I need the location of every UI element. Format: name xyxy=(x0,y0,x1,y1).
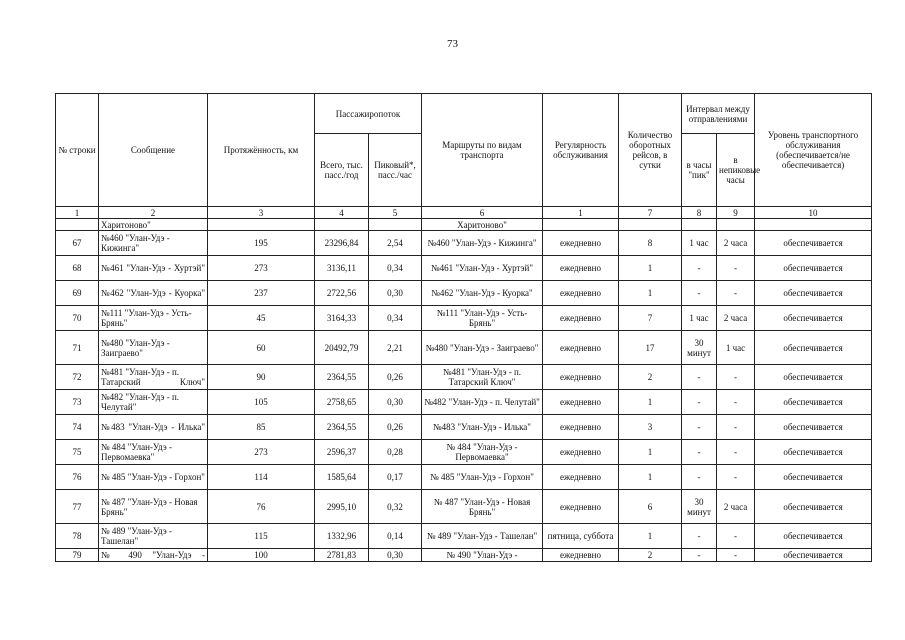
row-number: 69 xyxy=(56,281,99,306)
row-regularity: ежедневно xyxy=(543,390,619,415)
header-total: Всего, тыс. пасс./год xyxy=(315,134,369,207)
column-number: 10 xyxy=(755,207,872,219)
header-row-no: № строки xyxy=(56,94,99,207)
header-service-level: Уровень транспортного обслуживания (обеспечивается/не обеспечивается) xyxy=(755,94,872,207)
header-interval: Интервал между отправлениями xyxy=(682,94,755,134)
row-total: 2722,56 xyxy=(315,281,369,306)
column-number-row xyxy=(56,207,872,219)
row-route: № 484 "Улан-Удэ - Первомаевка" xyxy=(422,440,543,465)
table-row xyxy=(56,490,872,524)
row-service-level: обеспечивается xyxy=(755,490,872,524)
table-row xyxy=(56,390,872,415)
row-route: №460 "Улан-Удэ - Кижинга" xyxy=(422,231,543,256)
table-row xyxy=(56,281,872,306)
row-peak: 0,34 xyxy=(369,256,422,281)
row-trips: 1 xyxy=(619,281,682,306)
row-total: 2758,65 xyxy=(315,390,369,415)
row-message: №461 "Улан-Удэ - Хуртэй" xyxy=(99,256,208,281)
row-total: 3136,11 xyxy=(315,256,369,281)
row-interval-offpeak: - xyxy=(717,524,755,549)
row-total: 20492,79 xyxy=(315,331,369,365)
row-route: № 485 "Улан-Удэ - Горхон" xyxy=(422,465,543,490)
header-peak-hours: в часы "пик" xyxy=(682,134,717,207)
table-row xyxy=(56,306,872,331)
row-number: 79 xyxy=(56,549,99,562)
row-interval-offpeak: - xyxy=(717,365,755,390)
header-trips: Количество оборотных рейсов, в сутки xyxy=(619,94,682,207)
row-length: 114 xyxy=(208,465,315,490)
row-interval-offpeak: 2 часа xyxy=(717,231,755,256)
row-message: № 489 "Улан-Удэ - Ташелан" xyxy=(99,524,208,549)
row-trips: 7 xyxy=(619,306,682,331)
row-peak: 0,30 xyxy=(369,390,422,415)
row-interval-offpeak: 2 часа xyxy=(717,490,755,524)
column-number: 1 xyxy=(56,207,99,219)
row-route: № 490 "Улан-Удэ - xyxy=(422,549,543,562)
row-length: 195 xyxy=(208,231,315,256)
row-trips: 6 xyxy=(619,490,682,524)
header-message: Сообщение xyxy=(99,94,208,207)
row-regularity: ежедневно xyxy=(543,281,619,306)
row-interval-offpeak: - xyxy=(717,465,755,490)
row-interval-offpeak: - xyxy=(717,256,755,281)
row-interval-offpeak: - xyxy=(717,390,755,415)
row-total: 23296,84 xyxy=(315,231,369,256)
row-regularity: ежедневно xyxy=(543,465,619,490)
table-row xyxy=(56,331,872,365)
row-interval-peak: - xyxy=(682,281,717,306)
row-peak: 0,17 xyxy=(369,465,422,490)
row-route: №111 "Улан-Удэ - Усть-Брянь" xyxy=(422,306,543,331)
row-peak: 2,54 xyxy=(369,231,422,256)
table-row xyxy=(56,524,872,549)
row-length: 273 xyxy=(208,256,315,281)
row-peak: 0,32 xyxy=(369,490,422,524)
row-regularity: ежедневно xyxy=(543,256,619,281)
routes-table xyxy=(55,93,872,562)
column-number: 2 xyxy=(99,207,208,219)
row-route: №481 "Улан-Удэ - п. Татарский Ключ" xyxy=(422,365,543,390)
row-route: №480 "Улан-Удэ - Заиграево" xyxy=(422,331,543,365)
row-interval-offpeak: 1 час xyxy=(717,331,755,365)
column-number: 3 xyxy=(208,207,315,219)
row-message: №460 "Улан-Удэ - Кижинга" xyxy=(99,231,208,256)
column-number: 1 xyxy=(543,207,619,219)
row-interval-peak: - xyxy=(682,524,717,549)
row-regularity: ежедневно xyxy=(543,331,619,365)
row-route: №482 "Улан-Удэ - п. Челутай" xyxy=(422,390,543,415)
row-message: №462 "Улан-Удэ - Куорка" xyxy=(99,281,208,306)
table-row xyxy=(56,415,872,440)
row-peak: 0,30 xyxy=(369,549,422,562)
row-trips: 1 xyxy=(619,390,682,415)
page-number: 73 xyxy=(447,38,458,50)
header-peak: Пиковый*, пасс./час xyxy=(369,134,422,207)
row-service-level: обеспечивается xyxy=(755,306,872,331)
row-route: № 489 "Улан-Удэ - Ташелан" xyxy=(422,524,543,549)
table-row xyxy=(56,465,872,490)
row-length: 76 xyxy=(208,490,315,524)
row-trips: 1 xyxy=(619,465,682,490)
table-row xyxy=(56,440,872,465)
row-length: 45 xyxy=(208,306,315,331)
row-interval-peak: 1 час xyxy=(682,231,717,256)
row-service-level: обеспечивается xyxy=(755,440,872,465)
row-peak: 0,28 xyxy=(369,440,422,465)
row-message: №111 "Улан-Удэ - Усть-Брянь" xyxy=(99,306,208,331)
table-row xyxy=(56,256,872,281)
row-message: №481 "Улан-Удэ - п. Татарский Ключ" xyxy=(99,365,208,390)
row-total: 2364,55 xyxy=(315,415,369,440)
row-trips: 17 xyxy=(619,331,682,365)
row-peak: 0,14 xyxy=(369,524,422,549)
table-row xyxy=(56,231,872,256)
row-trips: 8 xyxy=(619,231,682,256)
row-peak: 0,30 xyxy=(369,281,422,306)
row-trips: 1 xyxy=(619,256,682,281)
row-trips: 2 xyxy=(619,365,682,390)
column-number: 9 xyxy=(717,207,755,219)
row-interval-peak: - xyxy=(682,549,717,562)
row-number: 73 xyxy=(56,390,99,415)
column-number: 8 xyxy=(682,207,717,219)
row-message: № 484 "Улан-Удэ - Первомаевка" xyxy=(99,440,208,465)
row-route: №483 "Улан-Удэ - Илька" xyxy=(422,415,543,440)
table-row xyxy=(56,365,872,390)
row-interval-peak: 30 минут xyxy=(682,490,717,524)
row-regularity: ежедневно xyxy=(543,306,619,331)
table-row xyxy=(56,549,872,562)
row-number: 70 xyxy=(56,306,99,331)
row-interval-peak: 1 час xyxy=(682,306,717,331)
row-length: 60 xyxy=(208,331,315,365)
row-interval-peak: - xyxy=(682,440,717,465)
continuation-message: Харитоново" xyxy=(99,219,208,231)
row-total: 1332,96 xyxy=(315,524,369,549)
row-service-level: обеспечивается xyxy=(755,415,872,440)
column-number: 4 xyxy=(315,207,369,219)
row-service-level: обеспечивается xyxy=(755,281,872,306)
row-service-level: обеспечивается xyxy=(755,231,872,256)
row-service-level: обеспечивается xyxy=(755,256,872,281)
continuation-route: Харитоново" xyxy=(422,219,543,231)
row-length: 105 xyxy=(208,390,315,415)
row-interval-peak: - xyxy=(682,390,717,415)
row-service-level: обеспечивается xyxy=(755,465,872,490)
row-message: №480 "Улан-Удэ - Заиграево" xyxy=(99,331,208,365)
header-regularity: Регулярность обслуживания xyxy=(543,94,619,207)
row-regularity: ежедневно xyxy=(543,440,619,465)
row-length: 237 xyxy=(208,281,315,306)
row-regularity: ежедневно xyxy=(543,490,619,524)
header-offpeak-hours: в непиковые часы xyxy=(717,134,755,207)
row-regularity: пятница, суббота xyxy=(543,524,619,549)
row-peak: 0,34 xyxy=(369,306,422,331)
row-trips: 3 xyxy=(619,415,682,440)
row-service-level: обеспечивается xyxy=(755,331,872,365)
row-number: 72 xyxy=(56,365,99,390)
row-number: 67 xyxy=(56,231,99,256)
row-interval-offpeak: - xyxy=(717,281,755,306)
row-number: 76 xyxy=(56,465,99,490)
header-length: Протяжённость, км xyxy=(208,94,315,207)
column-number: 5 xyxy=(369,207,422,219)
row-length: 273 xyxy=(208,440,315,465)
row-interval-peak: - xyxy=(682,256,717,281)
row-regularity: ежедневно xyxy=(543,415,619,440)
row-total: 2364,55 xyxy=(315,365,369,390)
column-number: 6 xyxy=(422,207,543,219)
header-routes: Маршруты по видам транспорта xyxy=(422,94,543,207)
row-length: 100 xyxy=(208,549,315,562)
row-total: 1585,64 xyxy=(315,465,369,490)
continuation-row xyxy=(56,219,872,231)
row-length: 115 xyxy=(208,524,315,549)
row-number: 78 xyxy=(56,524,99,549)
row-service-level: обеспечивается xyxy=(755,549,872,562)
row-route: №462 "Улан-Удэ - Куорка" xyxy=(422,281,543,306)
row-service-level: обеспечивается xyxy=(755,390,872,415)
row-number: 74 xyxy=(56,415,99,440)
row-total: 2995,10 xyxy=(315,490,369,524)
row-service-level: обеспечивается xyxy=(755,524,872,549)
row-peak: 0,26 xyxy=(369,365,422,390)
row-interval-offpeak: - xyxy=(717,440,755,465)
row-interval-offpeak: - xyxy=(717,549,755,562)
row-regularity: ежедневно xyxy=(543,365,619,390)
row-interval-offpeak: 2 часа xyxy=(717,306,755,331)
row-number: 68 xyxy=(56,256,99,281)
header-passenger-flow: Пассажиропоток xyxy=(315,94,422,134)
row-message: №482 "Улан-Удэ - п. Челутай" xyxy=(99,390,208,415)
row-message: № 490 "Улан-Удэ - xyxy=(99,549,208,562)
row-regularity: ежедневно xyxy=(543,231,619,256)
row-number: 75 xyxy=(56,440,99,465)
row-message: №483 "Улан-Удэ - Илька" xyxy=(99,415,208,440)
row-service-level: обеспечивается xyxy=(755,365,872,390)
row-interval-peak: - xyxy=(682,465,717,490)
row-interval-peak: 30 минут xyxy=(682,331,717,365)
row-route: №461 "Улан-Удэ - Хуртэй" xyxy=(422,256,543,281)
column-number: 7 xyxy=(619,207,682,219)
row-length: 85 xyxy=(208,415,315,440)
row-total: 2596,37 xyxy=(315,440,369,465)
row-interval-peak: - xyxy=(682,415,717,440)
row-message: № 485 "Улан-Удэ - Горхон" xyxy=(99,465,208,490)
row-peak: 0,26 xyxy=(369,415,422,440)
row-trips: 1 xyxy=(619,440,682,465)
row-peak: 2,21 xyxy=(369,331,422,365)
row-length: 90 xyxy=(208,365,315,390)
row-total: 2781,83 xyxy=(315,549,369,562)
row-regularity: ежедневно xyxy=(543,549,619,562)
row-interval-peak: - xyxy=(682,365,717,390)
row-total: 3164,33 xyxy=(315,306,369,331)
row-message: № 487 "Улан-Удэ - Новая Брянь" xyxy=(99,490,208,524)
row-number: 77 xyxy=(56,490,99,524)
row-trips: 1 xyxy=(619,524,682,549)
row-interval-offpeak: - xyxy=(717,415,755,440)
row-number: 71 xyxy=(56,331,99,365)
row-trips: 2 xyxy=(619,549,682,562)
row-route: № 487 "Улан-Удэ - Новая Брянь" xyxy=(422,490,543,524)
